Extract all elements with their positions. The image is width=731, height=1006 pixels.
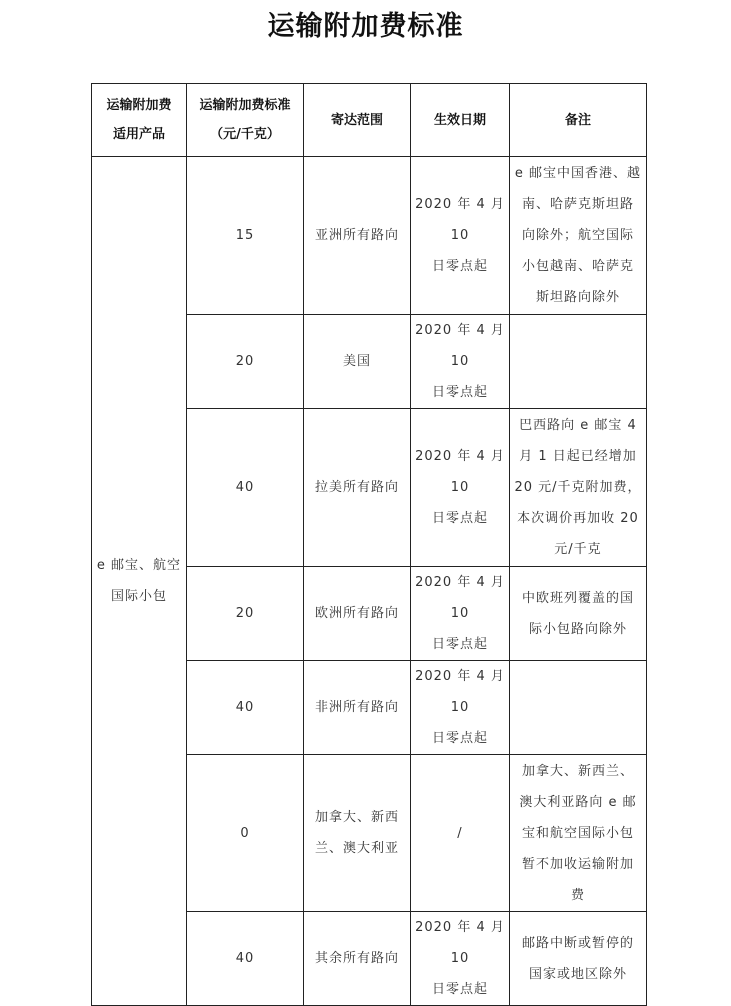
header-row [92, 84, 647, 157]
product-cell: e 邮宝、航空 国际小包 [92, 157, 187, 1006]
scope-cell: 其余所有路向 [304, 912, 411, 1006]
note-cell: 加拿大、新西兰、 澳大利亚路向 e 邮 宝和航空国际小包 暂不加收运输附加 费 [510, 755, 647, 912]
date-cell: 2020 年 4 月 10 日零点起 [411, 409, 510, 567]
note-cell: 巴西路向 e 邮宝 4 月 1 日起已经增加 20 元/千克附加费， 本次调价再加收 20 元/千克 [510, 409, 647, 567]
note-cell: 邮路中断或暂停的 国家或地区除外 [510, 912, 647, 1006]
rate-cell: 0 [187, 755, 304, 912]
rate-cell: 20 [187, 567, 304, 661]
header-scope: 寄达范围 [304, 84, 411, 157]
note-cell [510, 661, 647, 755]
date-cell: 2020 年 4 月 10 日零点起 [411, 157, 510, 315]
header-note: 备注 [510, 84, 647, 157]
date-cell: 2020 年 4 月 10 日零点起 [411, 912, 510, 1006]
note-cell: 中欧班列覆盖的国 际小包路向除外 [510, 567, 647, 661]
surcharge-table [91, 83, 647, 1006]
scope-cell: 拉美所有路向 [304, 409, 411, 567]
date-cell: 2020 年 4 月 10 日零点起 [411, 661, 510, 755]
scope-cell: 美国 [304, 315, 411, 409]
rate-cell: 40 [187, 661, 304, 755]
scope-cell: 非洲所有路向 [304, 661, 411, 755]
note-cell [510, 315, 647, 409]
rate-cell: 40 [187, 912, 304, 1006]
note-cell: e 邮宝中国香港、越 南、哈萨克斯坦路 向除外；航空国际 小包越南、哈萨克 斯坦路向除外 [510, 157, 647, 315]
page-title: 运输附加费标准 [267, 11, 464, 42]
rate-cell: 20 [187, 315, 304, 409]
scope-cell: 欧洲所有路向 [304, 567, 411, 661]
date-cell: / [411, 755, 510, 912]
header-rate: 运输附加费标准 （元/千克） [187, 84, 304, 157]
scope-cell: 亚洲所有路向 [304, 157, 411, 315]
date-cell: 2020 年 4 月 10 日零点起 [411, 567, 510, 661]
scope-cell: 加拿大、新西 兰、澳大利亚 [304, 755, 411, 912]
table-row [92, 157, 647, 315]
rate-cell: 15 [187, 157, 304, 315]
rate-cell: 40 [187, 409, 304, 567]
date-cell: 2020 年 4 月 10 日零点起 [411, 315, 510, 409]
header-date: 生效日期 [411, 84, 510, 157]
header-product: 运输附加费 适用产品 [92, 84, 187, 157]
